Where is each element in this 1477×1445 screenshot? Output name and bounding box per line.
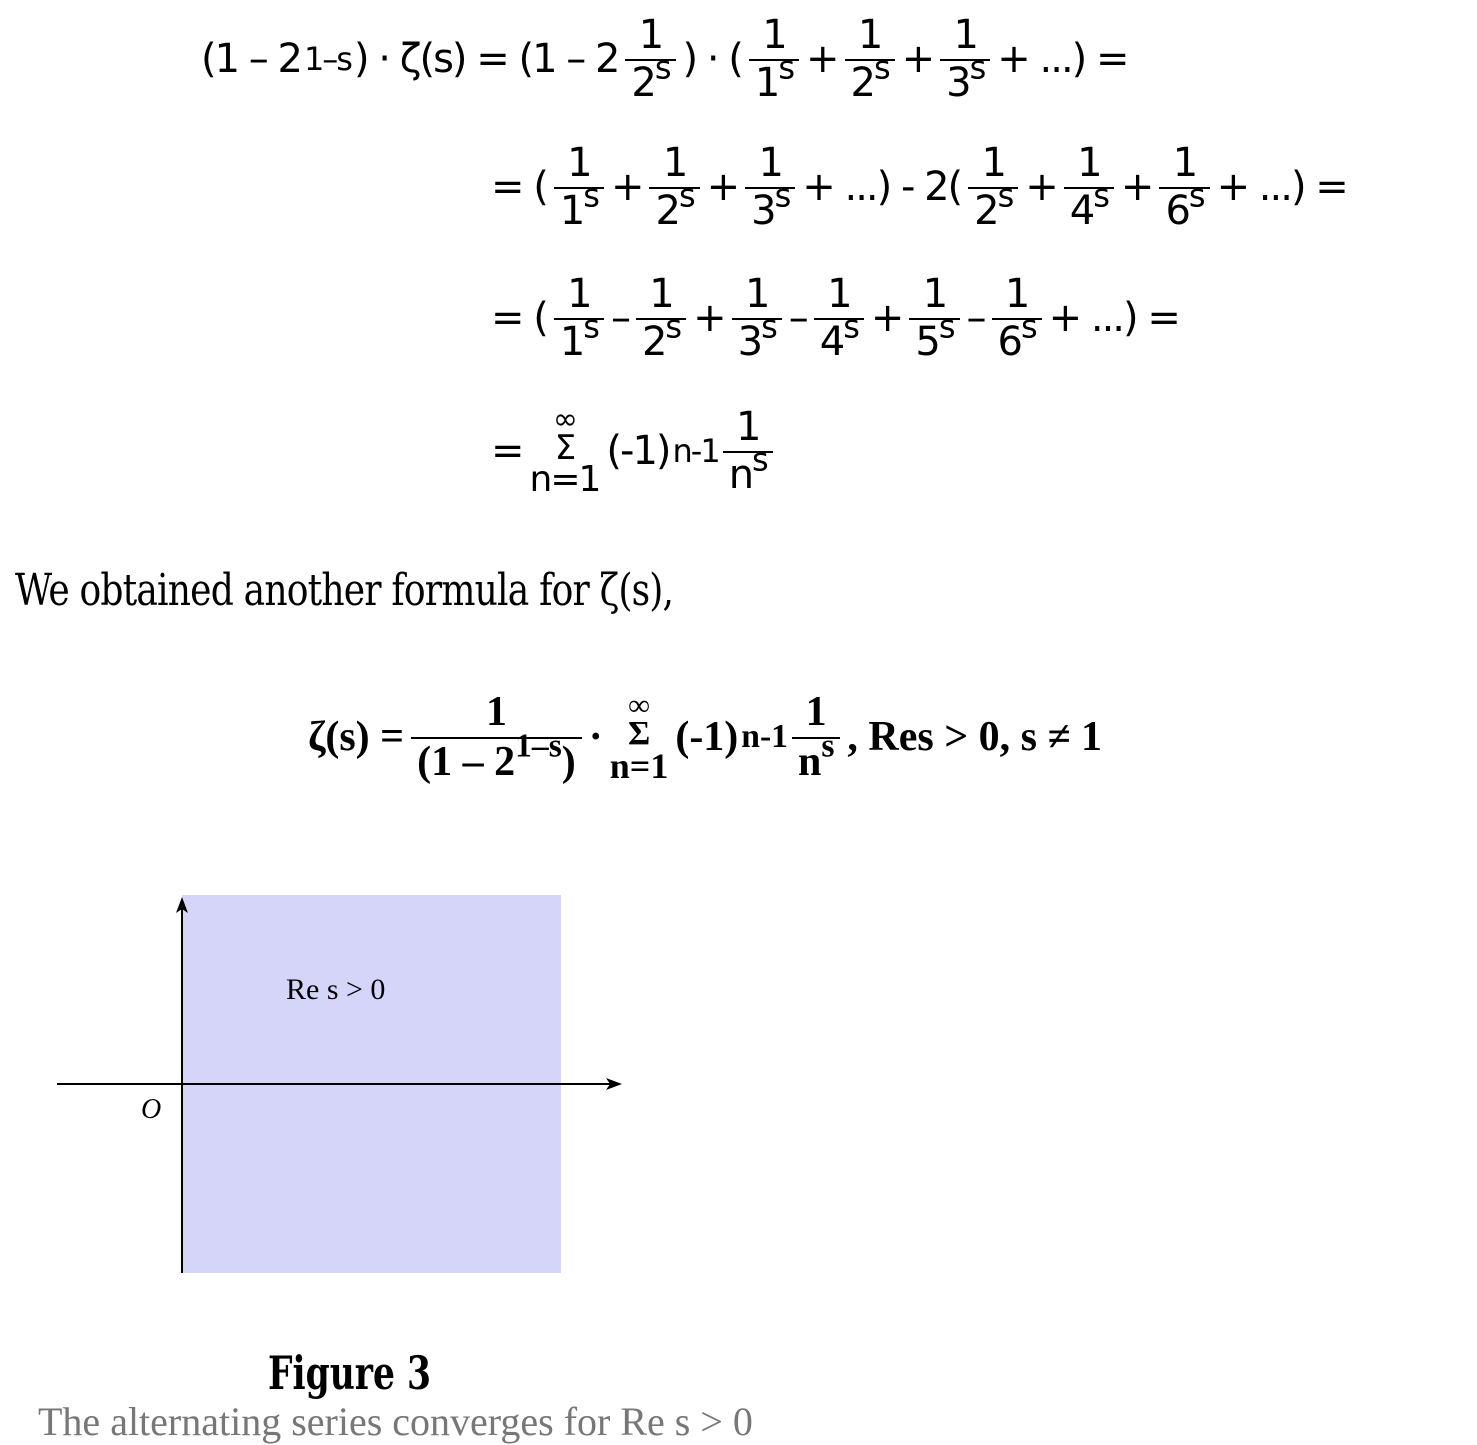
numerator: 1 — [1004, 271, 1029, 317]
denominator — [554, 176, 604, 234]
denominator-base: 2 — [974, 188, 998, 234]
math-text: + — [610, 164, 643, 210]
sum-lower-limit: n=1 — [609, 745, 669, 786]
denominator-base: 1 — [559, 188, 584, 234]
fraction — [636, 271, 686, 365]
numerator: 1 — [953, 12, 977, 58]
denominator-exponent: s — [778, 48, 794, 87]
fraction — [792, 691, 840, 783]
denominator — [909, 307, 959, 365]
numerator: 1 — [981, 140, 1005, 186]
fraction — [649, 140, 699, 234]
fraction — [968, 140, 1018, 234]
fraction — [992, 271, 1042, 365]
math-text: + ...) = — [1048, 295, 1179, 341]
numerator: 1 — [1172, 140, 1197, 186]
fraction — [745, 140, 795, 234]
math-text: + — [901, 36, 934, 82]
math-text: ζ(s) = — [308, 714, 405, 760]
numerator: 1 — [567, 140, 591, 186]
denominator-base: 1 — [559, 319, 584, 365]
eq-line-2 — [488, 128, 1350, 246]
denominator-exponent: s — [761, 307, 776, 346]
denominator-base: (1 – 2 — [417, 739, 516, 785]
math-text: = ( — [491, 164, 547, 210]
sigma-icon: Σ — [627, 715, 651, 752]
math-text: (1 – 2 — [201, 36, 301, 82]
math-text: (-1) — [675, 714, 739, 760]
denominator-exponent: s — [774, 176, 790, 215]
fraction — [411, 691, 582, 783]
math-text: (-1) — [606, 428, 670, 474]
fraction — [625, 12, 675, 106]
sum-upper-limit: ∞ — [552, 402, 576, 437]
region-label: Re s > 0 — [286, 973, 386, 1006]
denominator-exponent: s — [821, 727, 835, 765]
fraction — [940, 12, 990, 106]
denominator-exponent: s — [997, 176, 1013, 215]
numerator: 1 — [827, 271, 851, 317]
numerator: 1 — [1077, 140, 1101, 186]
math-text: + — [706, 164, 739, 210]
eq-line-4: = ∞ Σ n=1 (-1) n-1 $\frac{1}{n^s}$ — [488, 392, 777, 510]
math-text: = ( — [491, 295, 547, 341]
denominator — [968, 176, 1018, 234]
numerator: 1 — [857, 12, 882, 58]
denominator — [649, 176, 699, 234]
denominator — [1159, 176, 1209, 234]
fraction — [814, 271, 864, 365]
denominator-base: 2 — [850, 60, 874, 106]
math-text: + ...) - 2( — [802, 164, 962, 210]
denominator — [845, 48, 895, 106]
denominator-base: 6 — [1165, 188, 1189, 234]
eq-result: ζ(s) = $\frac{1}{(1 - 2^{1-s})}$ · ∞ Σ n=1 (-1) n-1 $\frac{1}{n^s}$ , Res > 0, s ≠ 1 — [308, 689, 1103, 786]
numerator: 1 — [649, 271, 673, 317]
sigma-icon: Σ — [554, 428, 575, 468]
numerator: 1 — [638, 12, 663, 58]
paragraph-text: We obtained another formula for ζ(s), — [15, 565, 674, 616]
denominator — [723, 440, 773, 498]
fraction — [845, 12, 895, 106]
math-text: = — [491, 428, 523, 474]
denominator-tail: ) — [561, 739, 576, 785]
numerator: 1 — [485, 689, 507, 735]
summation — [529, 402, 600, 500]
denominator — [636, 307, 686, 365]
denominator-exponent: s — [1093, 176, 1108, 215]
denominator-base: 2 — [641, 319, 666, 365]
numerator: 1 — [662, 140, 687, 186]
numerator: 1 — [762, 12, 786, 58]
sum-upper-limit: ∞ — [628, 689, 650, 722]
denominator-base: 5 — [915, 319, 939, 365]
denominator-base: 4 — [1069, 188, 1094, 234]
fraction — [1064, 140, 1114, 234]
fraction — [1159, 140, 1209, 234]
numerator: 1 — [735, 404, 760, 450]
math-text: – — [610, 295, 629, 341]
denominator — [992, 307, 1042, 365]
denominator-base: 3 — [737, 319, 762, 365]
math-text: + — [1120, 164, 1153, 210]
denominator-exponent: s — [752, 440, 767, 479]
math-text: ) · ζ(s) = (1 – 2 — [353, 36, 619, 82]
numerator: 1 — [567, 271, 591, 317]
denominator-exponent: s — [1020, 307, 1036, 346]
denominator — [554, 307, 604, 365]
origin-label: O — [141, 1094, 162, 1125]
fraction — [723, 404, 773, 498]
figure-half-plane — [0, 880, 640, 1300]
denominator-exponent: s — [1188, 176, 1204, 215]
denominator-exponent: 1–s — [515, 727, 562, 765]
denominator-base: 2 — [631, 60, 655, 106]
math-text: + ...) = — [1216, 164, 1347, 210]
math-text: ) · ( — [682, 36, 742, 82]
denominator — [411, 727, 582, 785]
summation — [609, 689, 669, 786]
math-text: + — [1025, 164, 1057, 210]
denominator-base: n — [728, 452, 753, 498]
eq-line-3 — [488, 259, 1182, 377]
denominator — [1064, 176, 1114, 234]
denominator — [732, 307, 782, 365]
numerator: 1 — [805, 689, 827, 735]
denominator — [625, 48, 675, 106]
fraction — [732, 271, 782, 365]
figure-caption: Figure 3 — [268, 1346, 431, 1400]
math-text: + ...) = — [997, 36, 1128, 82]
denominator-base: 2 — [655, 188, 679, 234]
eq-line-1: (1 – 2 1–s ) · ζ(s) = (1 – 2 $\frac{1}{2^s}$ ) · ( $\frac{1}{1^s}$ + $\frac{1}{2^s}$ + $\frac{1}{3^s}$ + ...) = — [201, 12, 1128, 106]
denominator — [749, 48, 799, 106]
denominator-exponent: s — [938, 307, 954, 346]
numerator: 1 — [758, 140, 782, 186]
denominator-exponent: s — [583, 307, 598, 346]
denominator-exponent: s — [678, 176, 694, 215]
denominator-exponent: s — [583, 176, 598, 215]
numerator: 1 — [922, 271, 947, 317]
denominator-exponent: s — [873, 48, 889, 87]
denominator — [940, 48, 990, 106]
denominator-base: n — [797, 739, 822, 785]
math-text: – — [788, 295, 807, 341]
denominator-exponent: s — [654, 48, 670, 87]
fraction — [554, 271, 604, 365]
fraction — [554, 140, 604, 234]
denominator-base: 4 — [819, 319, 844, 365]
denominator-exponent: s — [665, 307, 681, 346]
denominator-base: 3 — [751, 188, 775, 234]
math-text: + — [693, 295, 725, 341]
math-text: – — [966, 295, 985, 341]
fraction — [749, 12, 799, 106]
fraction — [909, 271, 959, 365]
math-text: + — [870, 295, 903, 341]
denominator-base: 1 — [754, 60, 779, 106]
denominator-exponent: s — [969, 48, 985, 87]
sum-lower-limit: n=1 — [529, 458, 600, 500]
numerator: 1 — [744, 271, 769, 317]
clipped-text: The alternating series converges for Re s > 0 — [38, 1399, 753, 1444]
denominator — [792, 727, 840, 785]
math-text: + — [806, 36, 838, 82]
denominator — [814, 307, 864, 365]
denominator-base: 3 — [946, 60, 970, 106]
denominator — [745, 176, 795, 234]
denominator-exponent: s — [843, 307, 858, 346]
math-text: · — [588, 714, 603, 760]
math-text: , Res > 0, s ≠ 1 — [847, 714, 1103, 760]
denominator-base: 6 — [997, 319, 1021, 365]
